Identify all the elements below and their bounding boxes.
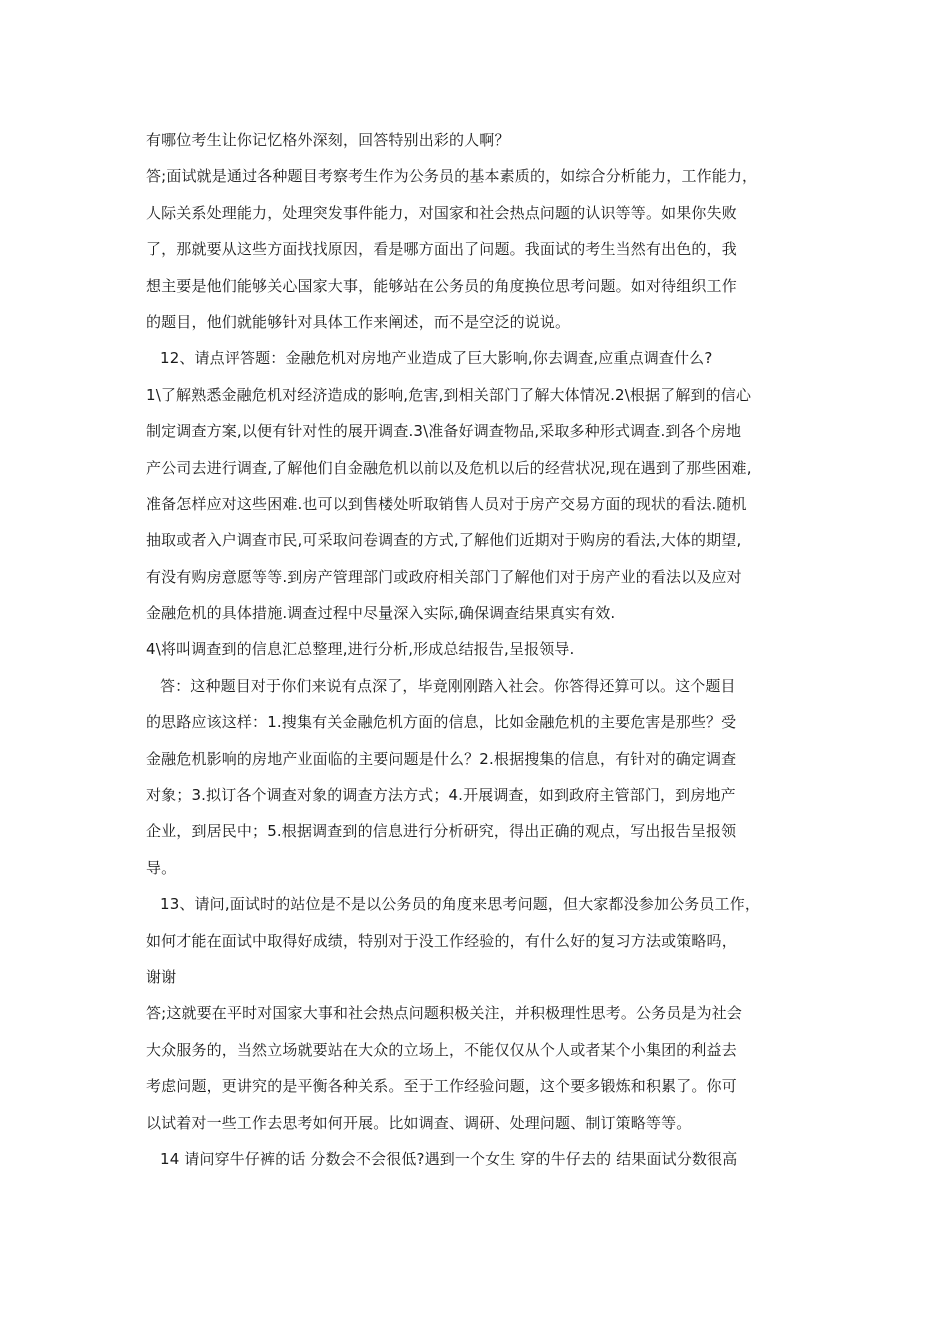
text-line: 了，那就要从这些方面找找原因，看是哪方面出了问题。我面试的考生当然有出色的，我 xyxy=(146,240,737,259)
text-line: 金融危机的具体措施.调查过程中尽量深入实际,确保调查结果真实有效. xyxy=(146,604,616,623)
document-body xyxy=(146,122,814,1177)
text-line: 1\了解熟悉金融危机对经济造成的影响,危害,到相关部门了解大体情况.2\根据了解到的信心 xyxy=(146,385,752,404)
answer-paragraph-start: 答：这种题目对于你们来说有点深了，毕竟刚刚踏入社会。你答得还算可以。这个题目 xyxy=(160,676,736,695)
text-line: 产公司去进行调查,了解他们自金融危机以前以及危机以后的经营状况,现在遇到了那些困难, xyxy=(146,458,752,477)
text-line: 的思路应该这样：1.搜集有关金融危机方面的信息，比如金融危机的主要危害是那些？受 xyxy=(146,713,737,732)
text-line: 有哪位考生让你记忆格外深刻，回答特别出彩的人啊？ xyxy=(146,131,510,149)
text-line: 导。 xyxy=(146,858,177,877)
text-line: 答;面试就是通过各种题目考察考生作为公务员的基本素质的，如综合分析能力，工作能力， xyxy=(146,167,758,186)
text-line: 答;这就要在平时对国家大事和社会热点问题积极关注，并积极理性思考。公务员是为社会 xyxy=(146,1004,743,1023)
text-line: 制定调查方案,以便有针对性的展开调查.3\准备好调查物品,采取多种形式调查.到各个房地 xyxy=(146,422,742,441)
text-line: 大众服务的，当然立场就要站在大众的立场上，不能仅仅从个人或者某个小集团的利益去 xyxy=(146,1040,737,1059)
text-line: 人际关系处理能力，处理突发事件能力，对国家和社会热点问题的认识等等。如果你失败 xyxy=(146,203,737,222)
text-line: 如何才能在面试中取得好成绩，特别对于没工作经验的，有什么好的复习方法或策略吗， xyxy=(146,931,737,950)
question-heading: 12、请点评答题：金融危机对房地产业造成了巨大影响,你去调查,应重点调查什么? xyxy=(160,349,713,368)
question-heading: 13、请问,面试时的站位是不是以公务员的角度来思考问题，但大家都没参加公务员工作， xyxy=(160,895,761,914)
text-line: 谢谢 xyxy=(146,967,177,986)
text-line: 的题目，他们就能够针对具体工作来阐述，而不是空泛的说说。 xyxy=(146,312,571,331)
text-line: 4\将叫调查到的信息汇总整理,进行分析,形成总结报告,呈报领导. xyxy=(146,640,575,659)
text-line: 企业，到居民中；5.根据调查到的信息进行分析研究，得出正确的观点，写出报告呈报领 xyxy=(146,822,737,841)
text-line: 想主要是他们能够关心国家大事，能够站在公务员的角度换位思考问题。如对待组织工作 xyxy=(146,276,737,295)
question-heading: 14 请问穿牛仔裤的话 分数会不会很低?遇到一个女生 穿的牛仔去的 结果面试分数很高 xyxy=(160,1149,738,1168)
text-line: 抽取或者入户调查市民,可采取问卷调查的方式,了解他们近期对于购房的看法,大体的期望, xyxy=(146,531,742,550)
text-line: 以试着对一些工作去思考如何开展。比如调查、调研、处理问题、制订策略等等。 xyxy=(146,1113,692,1132)
text-line: 考虑问题，更讲究的是平衡各种关系。至于工作经验问题，这个要多锻炼和积累了。你可 xyxy=(146,1077,737,1096)
text-line: 有没有购房意愿等等.到房产管理部门或政府相关部门了解他们对于房产业的看法以及应对 xyxy=(146,567,742,586)
text-line: 对象；3.拟订各个调查对象的调查方法方式；4.开展调查，如到政府主管部门，到房地产 xyxy=(146,786,736,805)
text-line: 金融危机影响的房地产业面临的主要问题是什么？2.根据搜集的信息，有针对的确定调查 xyxy=(146,749,737,768)
text-line: 准备怎样应对这些困难.也可以到售楼处听取销售人员对于房产交易方面的现状的看法.随机 xyxy=(146,494,747,513)
